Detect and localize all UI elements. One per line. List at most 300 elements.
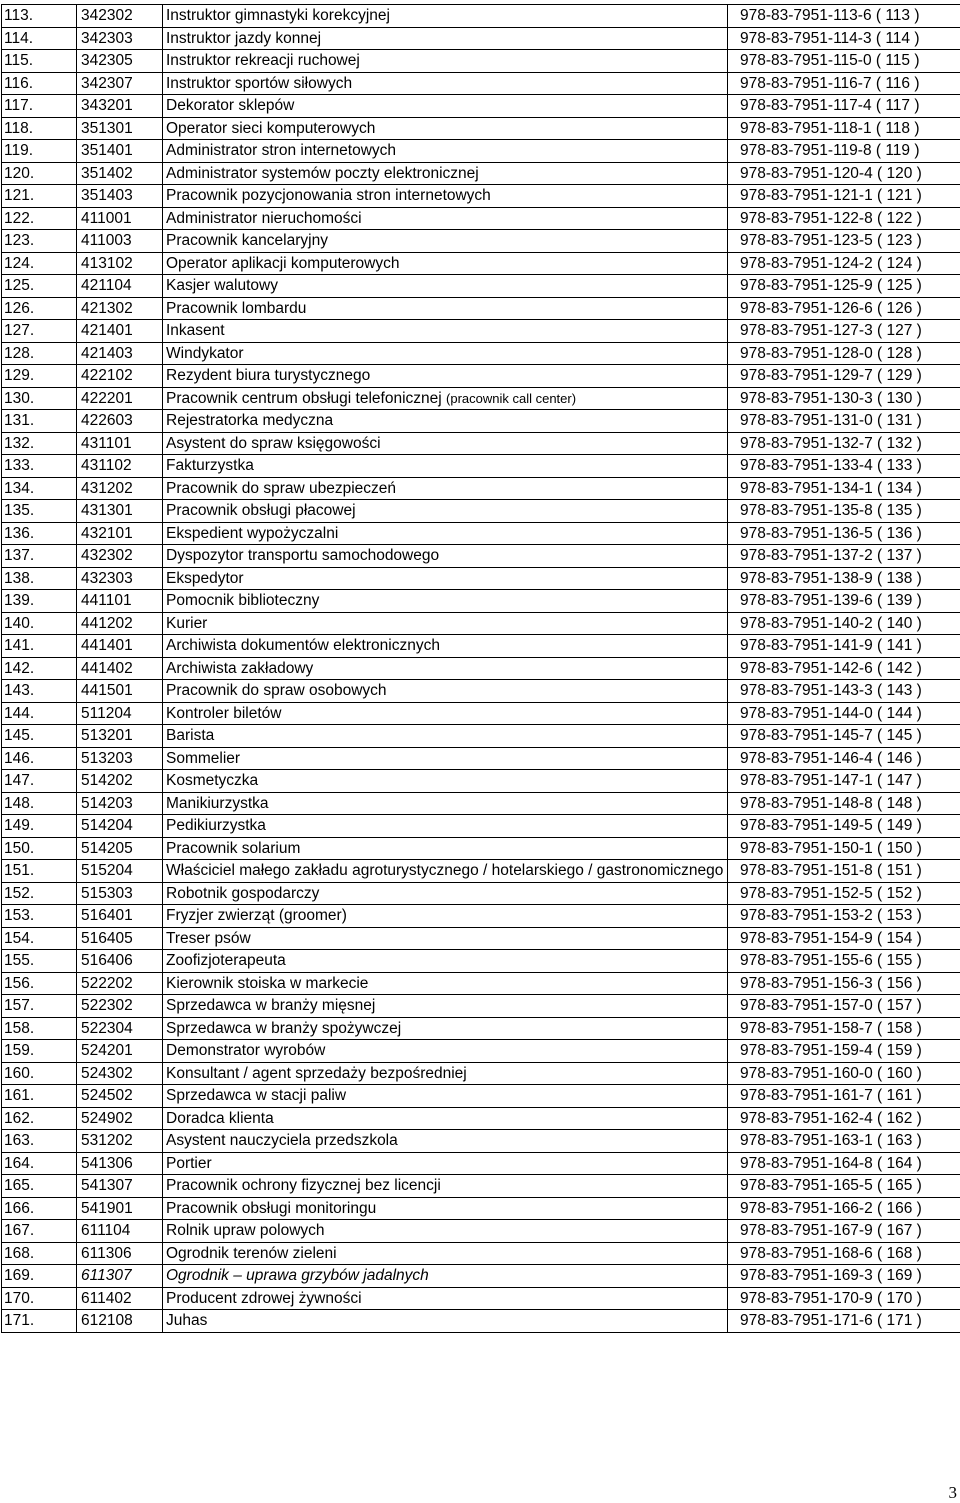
row-number: 141. [2, 635, 77, 658]
occupation-name-cell [163, 1130, 728, 1153]
table-row [2, 500, 960, 523]
isbn: 978-83-7951-147-1 ( 147 ) [728, 770, 960, 793]
occupation-code: 515303 [77, 882, 163, 905]
occupation-code: 612108 [77, 1310, 163, 1333]
occupation-name: Dekorator sklepów [166, 97, 295, 114]
table-row [2, 230, 960, 253]
occupation-name: Kurier [166, 614, 208, 632]
occupation-code: 411003 [77, 230, 163, 253]
occupation-name-note: (pracownik call center) [446, 390, 577, 406]
table-row [2, 50, 960, 73]
table-row [2, 792, 960, 815]
table-row [2, 185, 960, 208]
table-row [2, 1197, 960, 1220]
row-number: 116. [2, 72, 77, 95]
isbn: 978-83-7951-124-2 ( 124 ) [728, 252, 960, 275]
table-row [2, 950, 960, 973]
occupation-name: Pracownik centrum obsługi telefonicznej [166, 389, 442, 407]
occupation-code: 611306 [77, 1242, 163, 1265]
row-number: 132. [2, 432, 77, 455]
row-number: 171. [2, 1310, 77, 1333]
table-row [2, 1107, 960, 1130]
occupation-name: Operator sieci komputerowych [166, 119, 376, 137]
row-number: 155. [2, 950, 77, 973]
occupation-name: Ogrodnik terenów zieleni [166, 1244, 337, 1262]
occupation-name-cell [163, 1040, 728, 1063]
row-number: 128. [2, 342, 77, 365]
occupation-code: 342305 [77, 50, 163, 73]
row-number: 114. [2, 27, 77, 50]
isbn: 978-83-7951-141-9 ( 141 ) [728, 635, 960, 658]
occupation-name-cell [163, 1062, 728, 1085]
occupation-code: 421302 [77, 297, 163, 320]
occupation-name-cell [163, 590, 728, 613]
table-row [2, 702, 960, 725]
isbn: 978-83-7951-148-8 ( 148 ) [728, 792, 960, 815]
occupation-code: 413102 [77, 252, 163, 275]
isbn: 978-83-7951-135-8 ( 135 ) [728, 500, 960, 523]
table-row [2, 365, 960, 388]
isbn: 978-83-7951-138-9 ( 138 ) [728, 567, 960, 590]
row-number: 169. [2, 1265, 77, 1288]
isbn: 978-83-7951-164-8 ( 164 ) [728, 1152, 960, 1175]
occupation-code: 432101 [77, 522, 163, 545]
table-row [2, 522, 960, 545]
occupation-name: Instruktor jazdy konnej [166, 29, 322, 47]
isbn: 978-83-7951-129-7 ( 129 ) [728, 365, 960, 388]
isbn: 978-83-7951-115-0 ( 115 ) [728, 50, 960, 73]
occupation-name-cell [163, 185, 728, 208]
occupation-name-cell [163, 815, 728, 838]
table-row [2, 1017, 960, 1040]
occupation-code: 342307 [77, 72, 163, 95]
occupation-name-cell [163, 162, 728, 185]
occupation-code: 441501 [77, 680, 163, 703]
row-number: 168. [2, 1242, 77, 1265]
occupation-code: 343201 [77, 95, 163, 118]
isbn: 978-83-7951-149-5 ( 149 ) [728, 815, 960, 838]
occupation-name-cell [163, 545, 728, 568]
occupation-name: Pracownik do spraw osobowych [166, 682, 387, 699]
occupation-name: Treser psów [166, 929, 251, 947]
occupation-name-cell [163, 837, 728, 860]
table-row [2, 1310, 960, 1333]
occupation-name-cell [163, 365, 728, 388]
occupation-name-cell [163, 27, 728, 50]
table-row [2, 95, 960, 118]
table-row [2, 567, 960, 590]
occupation-name: Demonstrator wyrobów [166, 1042, 326, 1059]
occupation-name: Ekspedytor [166, 569, 244, 587]
isbn: 978-83-7951-125-9 ( 125 ) [728, 275, 960, 298]
occupation-code: 441101 [77, 590, 163, 613]
occupation-code: 411001 [77, 207, 163, 230]
occupation-name: Portier [166, 1154, 212, 1172]
occupation-code: 342303 [77, 27, 163, 50]
occupation-name-cell [163, 1287, 728, 1310]
occupation-name-cell [163, 702, 728, 725]
occupation-name-cell [163, 50, 728, 73]
isbn: 978-83-7951-142-6 ( 142 ) [728, 657, 960, 680]
row-number: 147. [2, 770, 77, 793]
isbn: 978-83-7951-163-1 ( 163 ) [728, 1130, 960, 1153]
isbn: 978-83-7951-120-4 ( 120 ) [728, 162, 960, 185]
isbn: 978-83-7951-159-4 ( 159 ) [728, 1040, 960, 1063]
occupation-code: 522302 [77, 995, 163, 1018]
occupation-code: 511204 [77, 702, 163, 725]
occupation-code: 421104 [77, 275, 163, 298]
occupation-code: 513201 [77, 725, 163, 748]
occupation-name-cell [163, 477, 728, 500]
occupation-code: 514203 [77, 792, 163, 815]
occupation-code: 522304 [77, 1017, 163, 1040]
row-number: 160. [2, 1062, 77, 1085]
isbn: 978-83-7951-131-0 ( 131 ) [728, 410, 960, 433]
occupation-name-cell [163, 1085, 728, 1108]
occupation-name-cell [163, 297, 728, 320]
occupation-name-cell [163, 905, 728, 928]
row-number: 131. [2, 410, 77, 433]
row-number: 164. [2, 1152, 77, 1175]
occupation-name-cell [163, 455, 728, 478]
isbn: 978-83-7951-139-6 ( 139 ) [728, 590, 960, 613]
occupation-name: Administrator nieruchomości [166, 209, 362, 227]
occupation-name-cell [163, 1152, 728, 1175]
table-row [2, 590, 960, 613]
occupation-name: Sommelier [166, 749, 241, 767]
occupation-name: Pracownik kancelaryjny [166, 232, 328, 249]
table-row [2, 747, 960, 770]
occupation-name: Właściciel małego zakładu agroturystycznego / hotelarskiego / gastronomicznego [166, 862, 724, 879]
table-row [2, 1287, 960, 1310]
table-row [2, 72, 960, 95]
isbn: 978-83-7951-118-1 ( 118 ) [728, 117, 960, 140]
occupation-name-cell [163, 342, 728, 365]
occupation-name: Administrator systemów poczty elektronicznej [166, 164, 479, 182]
occupation-name: Kosmetyczka [166, 772, 259, 789]
occupation-name: Asystent do spraw księgowości [166, 434, 381, 452]
occupation-code: 351403 [77, 185, 163, 208]
isbn: 978-83-7951-114-3 ( 114 ) [728, 27, 960, 50]
table-row [2, 770, 960, 793]
isbn: 978-83-7951-160-0 ( 160 ) [728, 1062, 960, 1085]
row-number: 136. [2, 522, 77, 545]
occupation-name-cell [163, 567, 728, 590]
table-row [2, 725, 960, 748]
table-row [2, 207, 960, 230]
isbn: 978-83-7951-130-3 ( 130 ) [728, 387, 960, 410]
occupation-code: 432303 [77, 567, 163, 590]
occupation-name-cell [163, 860, 728, 883]
table-row [2, 5, 960, 28]
row-number: 157. [2, 995, 77, 1018]
occupation-code: 522202 [77, 972, 163, 995]
table-row [2, 1265, 960, 1288]
occupation-name-cell [163, 252, 728, 275]
table-row [2, 545, 960, 568]
row-number: 113. [2, 5, 77, 28]
isbn: 978-83-7951-161-7 ( 161 ) [728, 1085, 960, 1108]
occupation-name-cell [163, 1265, 728, 1288]
row-number: 148. [2, 792, 77, 815]
row-number: 149. [2, 815, 77, 838]
row-number: 146. [2, 747, 77, 770]
isbn: 978-83-7951-167-9 ( 167 ) [728, 1220, 960, 1243]
isbn: 978-83-7951-134-1 ( 134 ) [728, 477, 960, 500]
occupation-name: Pedikiurzystka [166, 817, 266, 834]
occupation-name-cell [163, 275, 728, 298]
table-row [2, 477, 960, 500]
occupation-name: Fakturzystka [166, 457, 254, 474]
row-number: 123. [2, 230, 77, 253]
row-number: 135. [2, 500, 77, 523]
occupation-code: 441202 [77, 612, 163, 635]
occupation-name: Pomocnik biblioteczny [166, 592, 320, 609]
occupation-name-cell [163, 612, 728, 635]
isbn: 978-83-7951-143-3 ( 143 ) [728, 680, 960, 703]
occupation-name-cell [163, 410, 728, 433]
row-number: 158. [2, 1017, 77, 1040]
occupation-code: 541901 [77, 1197, 163, 1220]
occupation-code: 514204 [77, 815, 163, 838]
occupation-code: 531202 [77, 1130, 163, 1153]
row-number: 118. [2, 117, 77, 140]
occupation-name-cell [163, 1242, 728, 1265]
table-row [2, 680, 960, 703]
occupation-name: Asystent nauczyciela przedszkola [166, 1132, 398, 1149]
row-number: 166. [2, 1197, 77, 1220]
row-number: 150. [2, 837, 77, 860]
isbn: 978-83-7951-162-4 ( 162 ) [728, 1107, 960, 1130]
occupation-name: Rejestratorka medyczna [166, 412, 334, 429]
row-number: 133. [2, 455, 77, 478]
table-row [2, 860, 960, 883]
row-number: 134. [2, 477, 77, 500]
occupation-code: 351401 [77, 140, 163, 163]
occupation-code: 431101 [77, 432, 163, 455]
isbn: 978-83-7951-155-6 ( 155 ) [728, 950, 960, 973]
table-row [2, 1040, 960, 1063]
occupation-name-cell [163, 950, 728, 973]
table-row [2, 1085, 960, 1108]
table-row [2, 275, 960, 298]
occupation-name-cell [163, 500, 728, 523]
occupation-name-cell [163, 320, 728, 343]
isbn: 978-83-7951-122-8 ( 122 ) [728, 207, 960, 230]
occupation-name-cell [163, 927, 728, 950]
occupation-code: 514205 [77, 837, 163, 860]
occupation-name: Kasjer walutowy [166, 277, 278, 294]
occupation-name: Ogrodnik – uprawa grzybów jadalnych [166, 1267, 429, 1284]
isbn: 978-83-7951-144-0 ( 144 ) [728, 702, 960, 725]
occupation-code: 421403 [77, 342, 163, 365]
row-number: 159. [2, 1040, 77, 1063]
occupation-name-cell [163, 1220, 728, 1243]
occupation-table [1, 4, 960, 1333]
isbn: 978-83-7951-113-6 ( 113 ) [728, 5, 960, 28]
occupation-name: Pracownik do spraw ubezpieczeń [166, 479, 397, 497]
isbn: 978-83-7951-128-0 ( 128 ) [728, 342, 960, 365]
occupation-name: Instruktor rekreacji ruchowej [166, 52, 360, 69]
occupation-name-cell [163, 635, 728, 658]
occupation-code: 342302 [77, 5, 163, 28]
table-row [2, 432, 960, 455]
occupation-name-cell [163, 5, 728, 28]
isbn: 978-83-7951-169-3 ( 169 ) [728, 1265, 960, 1288]
occupation-code: 431301 [77, 500, 163, 523]
occupation-name: Zoofizjoterapeuta [166, 952, 286, 969]
occupation-code: 516405 [77, 927, 163, 950]
occupation-name-cell [163, 747, 728, 770]
occupation-name: Rezydent biura turystycznego [166, 367, 371, 384]
occupation-name: Barista [166, 727, 215, 744]
occupation-name: Sprzedawca w branży spożywczej [166, 1019, 402, 1037]
isbn: 978-83-7951-145-7 ( 145 ) [728, 725, 960, 748]
isbn: 978-83-7951-152-5 ( 152 ) [728, 882, 960, 905]
isbn: 978-83-7951-171-6 ( 171 ) [728, 1310, 960, 1333]
row-number: 139. [2, 590, 77, 613]
occupation-code: 541306 [77, 1152, 163, 1175]
row-number: 151. [2, 860, 77, 883]
occupation-name: Pracownik pozycjonowania stron internetowych [166, 187, 491, 204]
table-row [2, 1242, 960, 1265]
occupation-name-cell [163, 95, 728, 118]
occupation-code: 431202 [77, 477, 163, 500]
occupation-name: Pracownik obsługi płacowej [166, 502, 356, 519]
isbn: 978-83-7951-121-1 ( 121 ) [728, 185, 960, 208]
occupation-name: Konsultant / agent sprzedaży bezpośredniej [166, 1064, 467, 1082]
table-row [2, 117, 960, 140]
occupation-name: Sprzedawca w stacji paliw [166, 1087, 347, 1104]
occupation-name: Ekspedient wypożyczalni [166, 524, 339, 542]
table-row [2, 995, 960, 1018]
occupation-name-cell [163, 522, 728, 545]
occupation-code: 524502 [77, 1085, 163, 1108]
occupation-code: 432302 [77, 545, 163, 568]
table-row [2, 882, 960, 905]
isbn: 978-83-7951-156-3 ( 156 ) [728, 972, 960, 995]
isbn: 978-83-7951-168-6 ( 168 ) [728, 1242, 960, 1265]
occupation-name-cell [163, 1175, 728, 1198]
row-number: 144. [2, 702, 77, 725]
row-number: 130. [2, 387, 77, 410]
table-row [2, 612, 960, 635]
occupation-name: Kontroler biletów [166, 704, 282, 722]
row-number: 152. [2, 882, 77, 905]
occupation-name-cell [163, 230, 728, 253]
row-number: 161. [2, 1085, 77, 1108]
row-number: 127. [2, 320, 77, 343]
row-number: 162. [2, 1107, 77, 1130]
table-row [2, 1152, 960, 1175]
occupation-code: 524302 [77, 1062, 163, 1085]
row-number: 167. [2, 1220, 77, 1243]
occupation-name-cell [163, 1310, 728, 1333]
occupation-name: Manikiurzystka [166, 794, 269, 812]
occupation-code: 611307 [77, 1265, 163, 1288]
page-number: 3 [948, 1483, 957, 1502]
occupation-name-cell [163, 72, 728, 95]
occupation-code: 524201 [77, 1040, 163, 1063]
occupation-name: Pracownik solarium [166, 839, 301, 857]
row-number: 142. [2, 657, 77, 680]
occupation-code: 516406 [77, 950, 163, 973]
isbn: 978-83-7951-140-2 ( 140 ) [728, 612, 960, 635]
isbn: 978-83-7951-146-4 ( 146 ) [728, 747, 960, 770]
occupation-name-cell [163, 117, 728, 140]
isbn: 978-83-7951-151-8 ( 151 ) [728, 860, 960, 883]
occupation-code: 441401 [77, 635, 163, 658]
isbn: 978-83-7951-117-4 ( 117 ) [728, 95, 960, 118]
isbn: 978-83-7951-166-2 ( 166 ) [728, 1197, 960, 1220]
occupation-name-cell [163, 770, 728, 793]
row-number: 165. [2, 1175, 77, 1198]
occupation-name: Archiwista zakładowy [166, 659, 314, 677]
occupation-code: 524902 [77, 1107, 163, 1130]
table-row [2, 27, 960, 50]
occupation-name: Windykator [166, 344, 244, 362]
occupation-name: Dyspozytor transportu samochodowego [166, 547, 440, 564]
occupation-name: Rolnik upraw polowych [166, 1222, 325, 1239]
table-row [2, 837, 960, 860]
isbn: 978-83-7951-119-8 ( 119 ) [728, 140, 960, 163]
table-row [2, 162, 960, 185]
occupation-name-cell [163, 432, 728, 455]
table-row [2, 657, 960, 680]
row-number: 121. [2, 185, 77, 208]
table-row [2, 320, 960, 343]
occupation-name-cell [163, 1197, 728, 1220]
isbn: 978-83-7951-132-7 ( 132 ) [728, 432, 960, 455]
occupation-name: Administrator stron internetowych [166, 142, 397, 159]
table-row [2, 252, 960, 275]
table-row [2, 455, 960, 478]
table-row [2, 927, 960, 950]
occupation-code: 513203 [77, 747, 163, 770]
table-row [2, 410, 960, 433]
occupation-name: Doradca klienta [166, 1109, 274, 1127]
row-number: 170. [2, 1287, 77, 1310]
occupation-name: Pracownik ochrony fizycznej bez licencji [166, 1177, 441, 1194]
table-row [2, 140, 960, 163]
row-number: 119. [2, 140, 77, 163]
occupation-name: Archiwista dokumentów elektronicznych [166, 637, 440, 654]
isbn: 978-83-7951-150-1 ( 150 ) [728, 837, 960, 860]
occupation-name: Sprzedawca w branży mięsnej [166, 997, 376, 1014]
occupation-name-cell [163, 387, 728, 410]
occupation-name-cell [163, 882, 728, 905]
isbn: 978-83-7951-158-7 ( 158 ) [728, 1017, 960, 1040]
occupation-name-cell [163, 140, 728, 163]
isbn: 978-83-7951-136-5 ( 136 ) [728, 522, 960, 545]
occupation-code: 515204 [77, 860, 163, 883]
occupation-code: 422102 [77, 365, 163, 388]
isbn: 978-83-7951-157-0 ( 157 ) [728, 995, 960, 1018]
table-row [2, 1130, 960, 1153]
isbn: 978-83-7951-127-3 ( 127 ) [728, 320, 960, 343]
occupation-name-cell [163, 1017, 728, 1040]
occupation-name: Kierownik stoiska w markecie [166, 974, 369, 992]
row-number: 140. [2, 612, 77, 635]
row-number: 115. [2, 50, 77, 73]
occupation-code: 541307 [77, 1175, 163, 1198]
row-number: 129. [2, 365, 77, 388]
row-number: 163. [2, 1130, 77, 1153]
row-number: 156. [2, 972, 77, 995]
table-row [2, 905, 960, 928]
occupation-code: 351301 [77, 117, 163, 140]
row-number: 125. [2, 275, 77, 298]
